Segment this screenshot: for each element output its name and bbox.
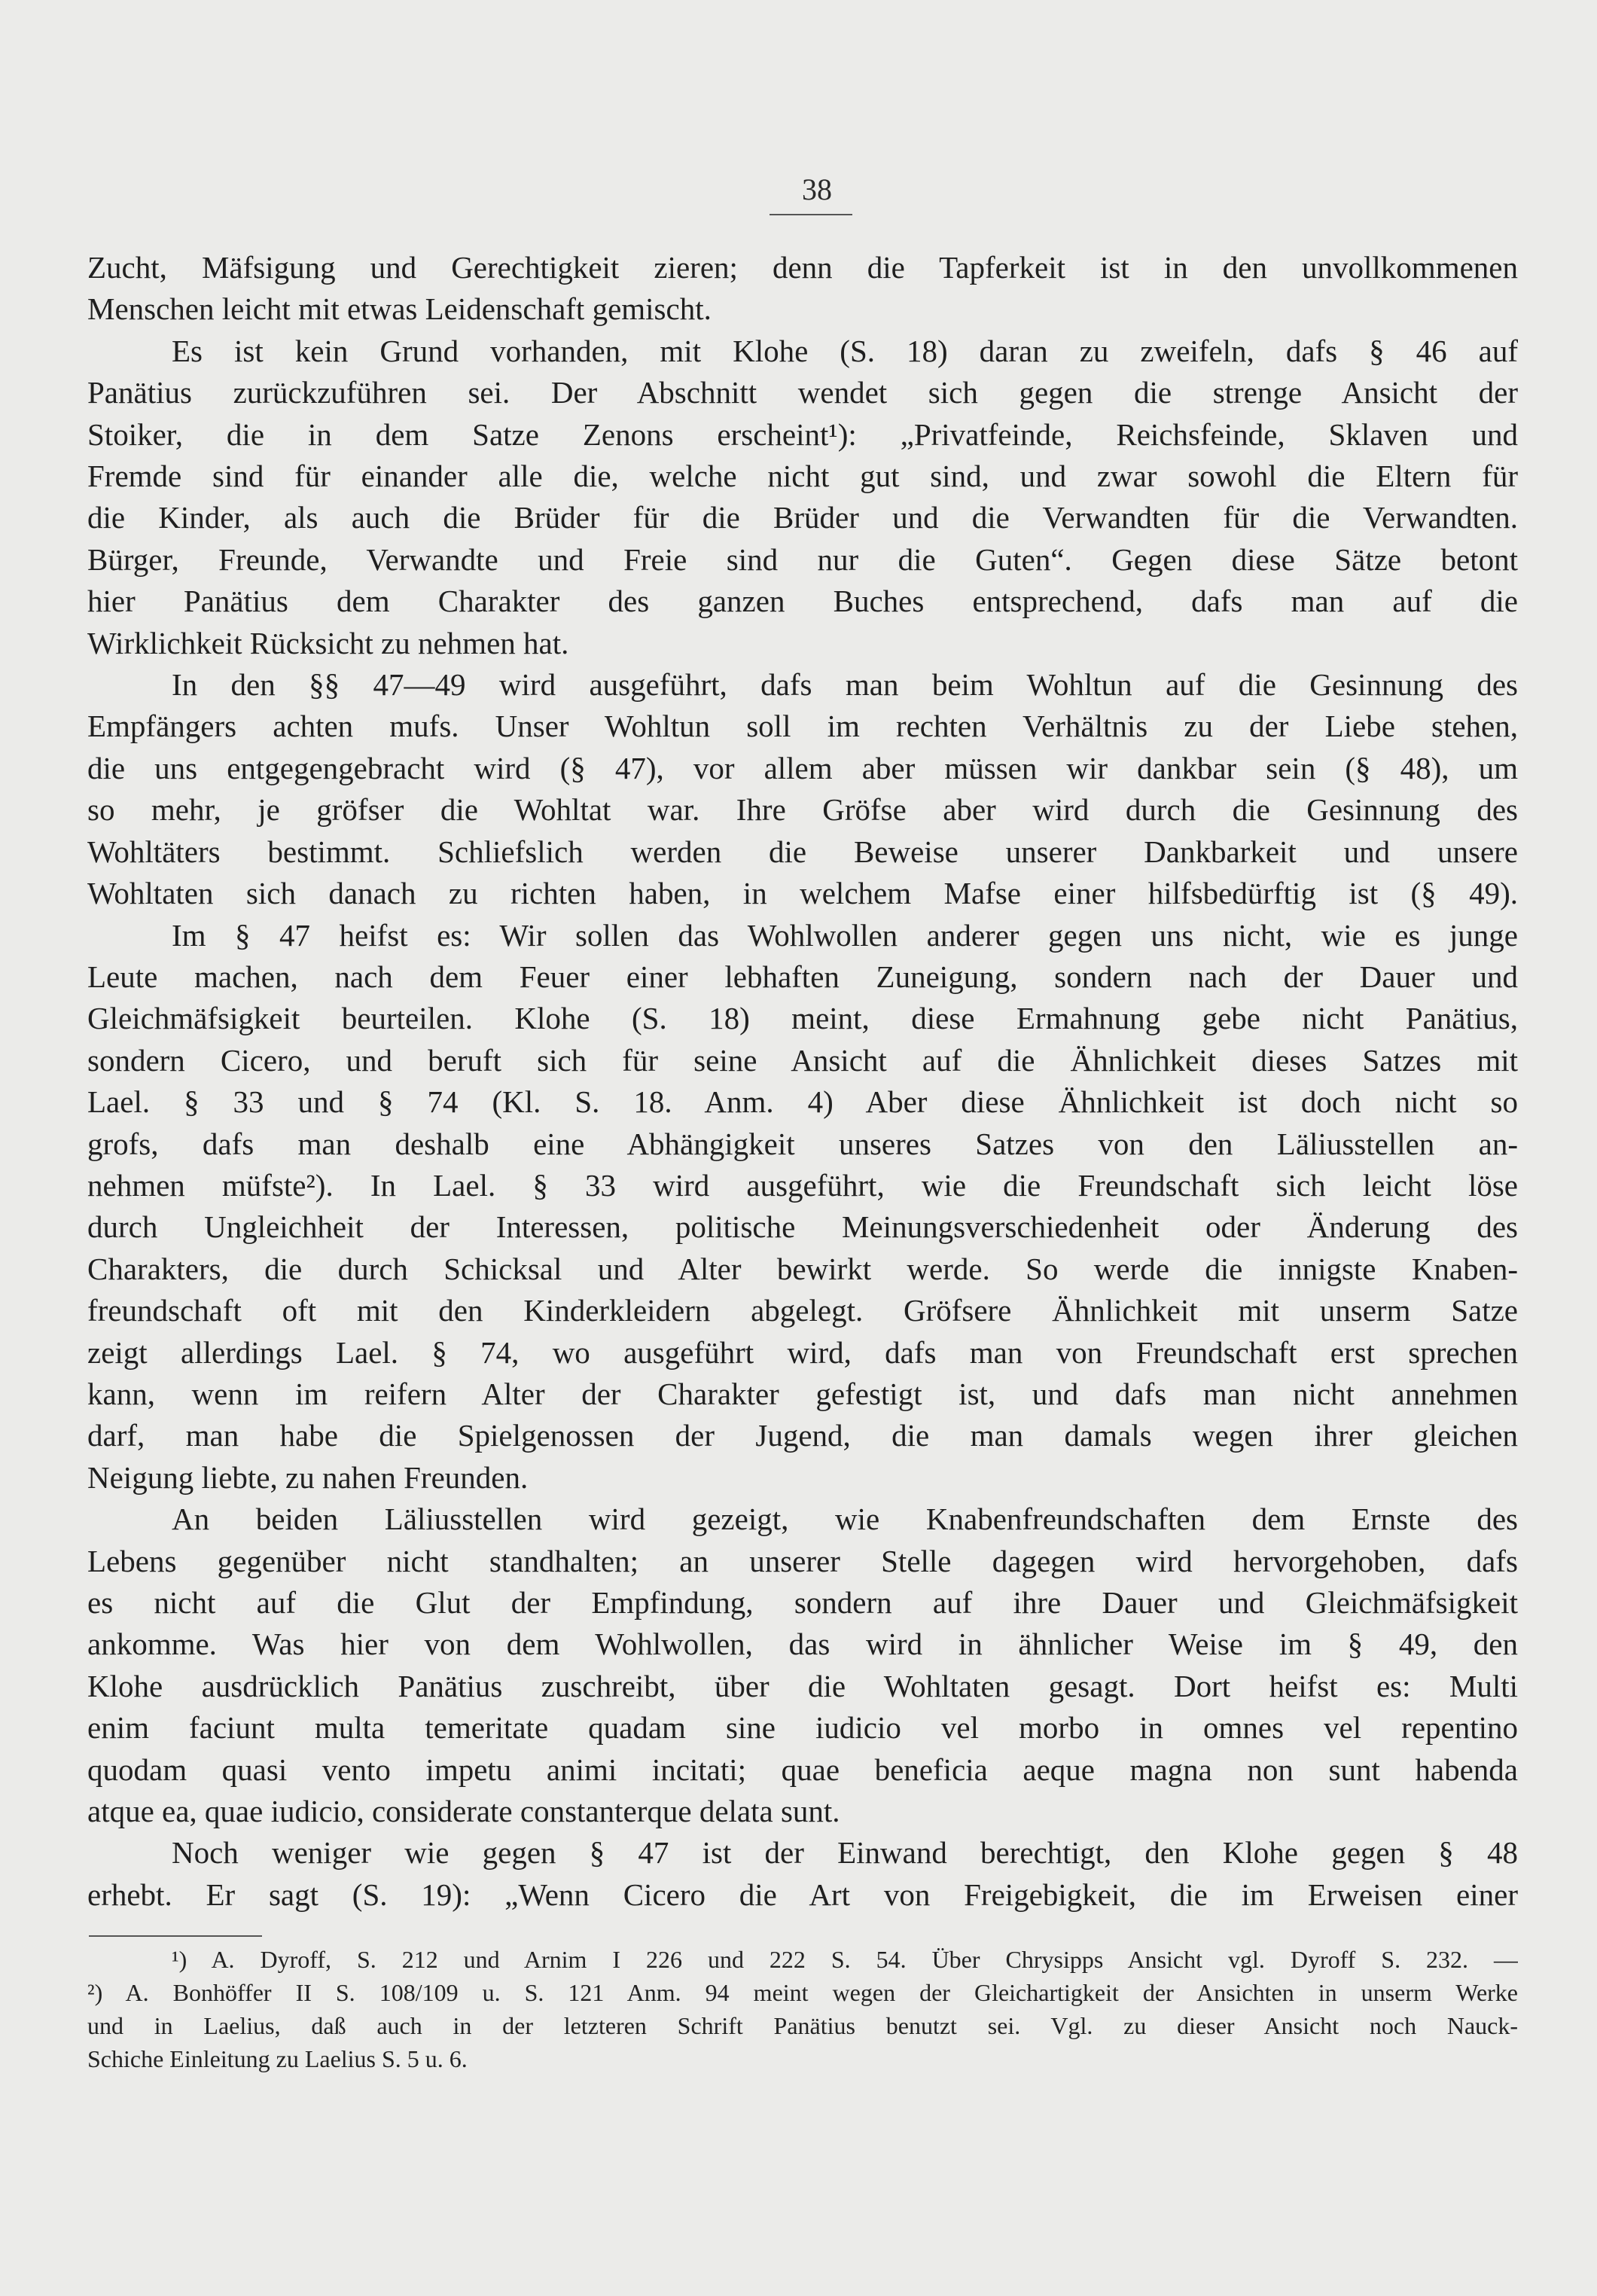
text-line: freundschaft oft mit den Kinderkleidern abgelegt. Gröfsere Ähnlichkeit mit unserm Satze bbox=[87, 1293, 1518, 1328]
text-line: erhebt. Er sagt (S. 19): „Wenn Cicero die Art von Freigebigkeit, die im Erweisen einer bbox=[87, 1877, 1518, 1912]
text-line: es nicht auf die Glut der Empfindung, sondern auf ihre Dauer und Gleichmäfsigkeit bbox=[87, 1585, 1518, 1620]
footnotes bbox=[87, 1943, 1518, 2075]
text-line: darf, man habe die Spielgenossen der Jugend, die man damals wegen ihrer gleichen bbox=[87, 1418, 1518, 1453]
text-line: Wohltaten sich danach zu richten haben, in welchem Mafse einer hilfsbedürftig ist (§ 49). bbox=[87, 876, 1518, 911]
text-line: Leute machen, nach dem Feuer einer lebhaften Zuneigung, sondern nach der Dauer und bbox=[87, 959, 1518, 994]
text-line: Zucht, Mäfsigung und Gerechtigkeit zieren; denn die Tapferkeit ist in den unvollkommenen bbox=[87, 250, 1518, 285]
text-line: Bürger, Freunde, Verwandte und Freie sind nur die Guten“. Gegen diese Sätze betont bbox=[87, 541, 1518, 577]
text-line: hier Panätius dem Charakter des ganzen Buches entsprechend, dafs man auf die bbox=[87, 584, 1518, 619]
text-line: nehmen müfste²). In Lael. § 33 wird ausgeführt, wie die Freundschaft sich leicht löse bbox=[87, 1167, 1518, 1203]
text-line: Noch weniger wie gegen § 47 ist der Einwand berechtigt, den Klohe gegen § 48 bbox=[172, 1835, 1518, 1871]
text-line: Wohltäters bestimmt. Schliefslich werden die Beweise unserer Dankbarkeit und unsere bbox=[87, 834, 1518, 869]
text-line: kann, wenn im reifern Alter der Charakter gefestigt ist, und dafs man nicht annehmen bbox=[87, 1376, 1518, 1411]
text-line: die Kinder, als auch die Brüder für die Brüder und die Verwandten für die Verwandten. bbox=[87, 500, 1518, 535]
footnote-line: und in Laelius, daß auch in der letzteren Schrift Panätius benutzt sei. Vgl. zu dieser Ansicht noch Nauck- bbox=[87, 2012, 1518, 2039]
text-line: Charakters, die durch Schicksal und Alter bewirkt werde. So werde die innigste Knaben- bbox=[87, 1251, 1518, 1286]
footnote-line: ¹) A. Dyroff, S. 212 und Arnim I 226 und 222 S. 54. Über Chrysipps Ansicht vgl. Dyroff S. 232. — bbox=[172, 1946, 1518, 1973]
text-line: Im § 47 heifst es: Wir sollen das Wohlwollen anderer gegen uns nicht, wie es junge bbox=[172, 917, 1518, 953]
body-text bbox=[87, 247, 1518, 1916]
text-line: An beiden Läliusstellen wird gezeigt, wie Knabenfreundschaften dem Ernste des bbox=[172, 1502, 1518, 1537]
text-line: durch Ungleichheit der Interessen, politische Meinungsverschiedenheit oder Änderung des bbox=[87, 1209, 1518, 1245]
text-line: Neigung liebte, zu nahen Freunden. bbox=[87, 1459, 529, 1495]
footnote-rule bbox=[89, 1935, 262, 1937]
text-line: Lebens gegenüber nicht standhalten; an unserer Stelle dagegen wird hervorgehoben, dafs bbox=[87, 1543, 1518, 1578]
text-line: Empfängers achten mufs. Unser Wohltun soll im rechten Verhältnis zu der Liebe stehen, bbox=[87, 709, 1518, 744]
text-line: Fremde sind für einander alle die, welche nicht gut sind, und zwar sowohl die Eltern für bbox=[87, 459, 1518, 494]
page-number: 38 bbox=[802, 172, 832, 206]
text-line: Lael. § 33 und § 74 (Kl. S. 18. Anm. 4) Aber diese Ähnlichkeit ist doch nicht so bbox=[87, 1084, 1518, 1120]
text-line: quodam quasi vento impetu animi incitati; quae beneficia aeque magna non sunt habenda bbox=[87, 1752, 1518, 1787]
text-line: enim faciunt multa temeritate quadam sine iudicio vel morbo in omnes vel repentino bbox=[87, 1710, 1518, 1746]
text-line: ankomme. Was hier von dem Wohlwollen, das wird in ähnlicher Weise im § 49, den bbox=[87, 1627, 1518, 1662]
text-line: Menschen leicht mit etwas Leidenschaft gemischt. bbox=[87, 291, 712, 327]
text-line: atque ea, quae iudicio, considerate constanterque delata sunt. bbox=[87, 1794, 840, 1829]
footnote-line: Schiche Einleitung zu Laelius S. 5 u. 6. bbox=[87, 2045, 468, 2072]
text-line: Gleichmäfsigkeit beurteilen. Klohe (S. 18) meint, diese Ermahnung gebe nicht Panätius, bbox=[87, 1001, 1518, 1036]
text-line: Es ist kein Grund vorhanden, mit Klohe (S. 18) daran zu zweifeln, dafs § 46 auf bbox=[172, 333, 1518, 368]
text-line: Stoiker, die in dem Satze Zenons erscheint¹): „Privatfeinde, Reichsfeinde, Sklaven und bbox=[87, 416, 1518, 452]
footnote-line: ²) A. Bonhöffer II S. 108/109 u. S. 121 Anm. 94 meint wegen der Gleichartigkeit der Ansichten in unserm Werke bbox=[87, 1979, 1518, 2006]
text-line: Wirklichkeit Rücksicht zu nehmen hat. bbox=[87, 625, 569, 660]
text-line: In den §§ 47—49 wird ausgeführt, dafs man beim Wohltun auf die Gesinnung des bbox=[172, 667, 1518, 703]
text-line: Klohe ausdrücklich Panätius zuschreibt, über die Wohltaten gesagt. Dort heifst es: Multi bbox=[87, 1668, 1518, 1703]
text-line: die uns entgegengebracht wird (§ 47), vor allem aber müssen wir dankbar sein (§ 48), um bbox=[87, 750, 1518, 785]
page-number-rule bbox=[770, 214, 852, 215]
text-line: Panätius zurückzuführen sei. Der Abschnitt wendet sich gegen die strenge Ansicht der bbox=[87, 375, 1518, 410]
text-line: sondern Cicero, und beruft sich für seine Ansicht auf die Ähnlichkeit dieses Satzes mit bbox=[87, 1042, 1518, 1078]
text-line: grofs, dafs man deshalb eine Abhängigkeit unseres Satzes von den Läliusstellen an- bbox=[87, 1126, 1518, 1161]
text-line: so mehr, je gröfser die Wohltat war. Ihre Gröfse aber wird durch die Gesinnung des bbox=[87, 792, 1518, 828]
text-line: zeigt allerdings Lael. § 74, wo ausgeführt wird, dafs man von Freundschaft erst sprechen bbox=[87, 1334, 1518, 1370]
